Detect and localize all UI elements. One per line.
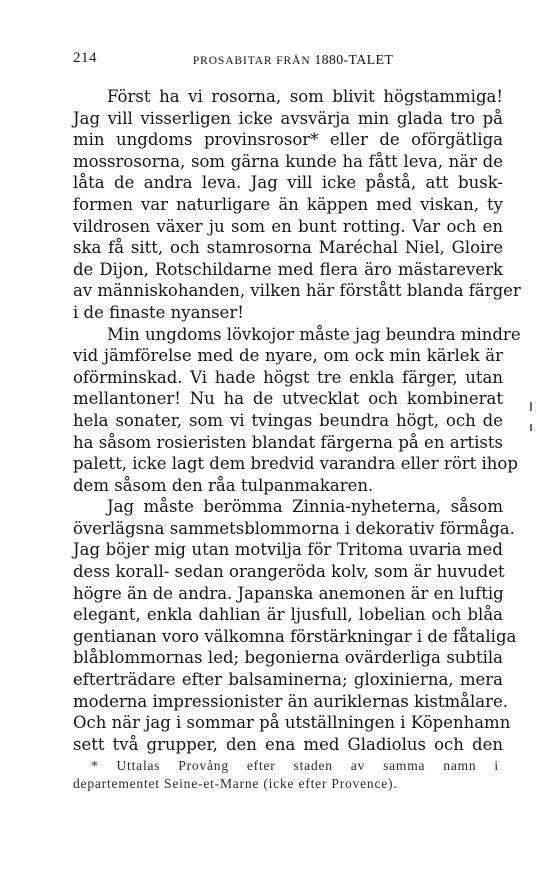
text-line: i de finaste nyanser! [73, 302, 244, 322]
text-line: Jag vill visserligen icke avsvärja min glada tro på [73, 108, 503, 128]
text-line: vildrosen växer ju som en bunt rotting. Var och en [73, 216, 503, 236]
text-line: överlägsna sammetsblommorna i dekorativ förmåga. [73, 518, 515, 538]
running-title [73, 53, 513, 69]
text-line: oförminskad. Vi hade högst tre enkla färger, utan [73, 367, 503, 387]
footnote [73, 757, 499, 793]
text-line: sett två grupper, den ena med Gladiolus och den [73, 734, 503, 754]
text-line: hela sonater, som vi tvingas beundra högt, och de [73, 410, 503, 430]
text-line: ska få sitt, och stamrosorna Maréchal Niel, Gloire [73, 238, 503, 258]
text-line: vid jämförelse med de nyare, om ock min kärlek är [73, 346, 503, 366]
footnote-line: departementet Seine-et-Marne (icke efter Provence). [73, 776, 398, 791]
text-line: min ungdoms provinsrosor* eller de oförgätliga [73, 130, 503, 150]
running-title-text: PROSABITAR FRÅN [192, 55, 311, 67]
text-line: Jag måste berömma Zinnia-nyheterna, såsom [107, 497, 503, 517]
text-line: mossrosorna, som gärna kunde ha fått leva, när de [73, 151, 503, 171]
scan-speck [530, 402, 532, 411]
text-line: högre än de andra. Japanska anemonen är en luftig [73, 583, 504, 603]
text-line: de Dijon, Rotschildarne med flera äro mästareverk [73, 259, 503, 279]
text-line: blåblommornas led; begonierna ovärderliga subtila [73, 648, 503, 668]
scan-speck [530, 424, 532, 431]
page-number: 214 [73, 50, 97, 66]
text-line: av människohanden, vilken här förstått blanda färger [73, 281, 521, 301]
text-line: mellantoner! Nu ha de utvecklat och kombinerat [73, 389, 503, 409]
text-line: elegant, enkla dahlian är ljusfull, lobelian och blåa [73, 605, 503, 625]
text-line: efterträdare efter balsaminerna; gloxinierna, mera [73, 670, 503, 690]
text-line: formen var naturligare än käppen med viskan, ty [73, 194, 503, 214]
text-line: låta de andra leva. Jag vill icke påstå, att busk- [73, 173, 503, 193]
text-line: Jag böjer mig utan motvilja för Tritoma uvaria med [73, 540, 503, 560]
text-line: dem såsom den råa tulpanmakaren. [73, 475, 374, 495]
text-line: gentianan voro välkomna förstärkningar i de fåtaliga [73, 626, 517, 646]
text-line: moderna impressionister än auriklernas kistmålare. [73, 691, 508, 711]
text-line: dess korall- sedan orangeröda kolv, som är huvudet [73, 562, 505, 582]
running-title-year: 1880-TALET [314, 53, 394, 68]
text-line: Och när jag i sommar på utställningen i Köpenhamn [73, 713, 511, 733]
text-line: ha såsom rosieristen blandat färgerna på en artists [73, 432, 503, 452]
text-line: Först ha vi rosorna, som blivit högstammiga! [107, 87, 503, 106]
text-line: palett, icke lagt dem bredvid varandra eller rört ihop [73, 454, 518, 474]
page-header [73, 50, 513, 74]
text-line: Min ungdoms lövkojor måste jag beundra mindre [107, 324, 521, 344]
footnote-line: * Uttalas Provång efter staden av samma namn i [91, 758, 499, 773]
body-text [73, 86, 521, 755]
